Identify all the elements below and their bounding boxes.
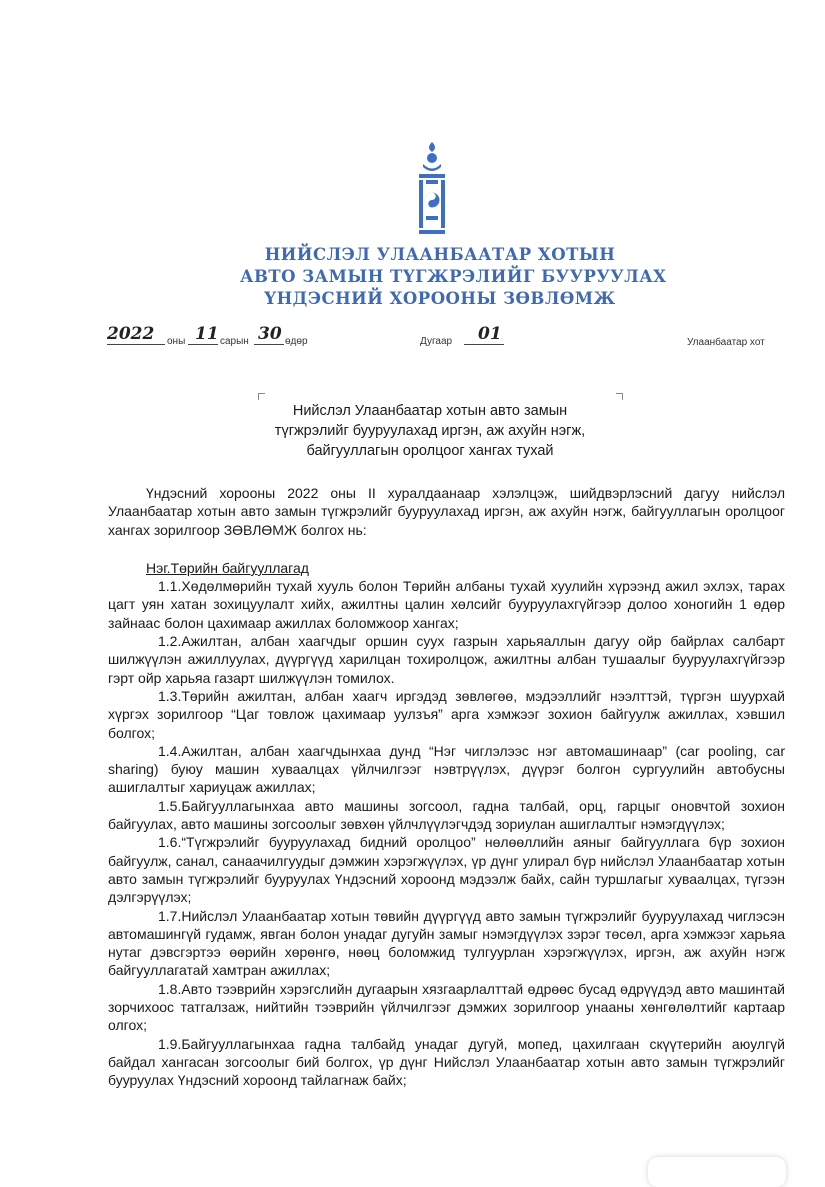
section-title: Нэг.Төрийн байгууллагад (146, 559, 309, 576)
organization-name (240, 244, 667, 310)
org-line-2: АВТО ЗАМЫН ТҮГЖРЭЛИЙГ БУУРУУЛАХ (240, 267, 667, 286)
subject-line-2: түгжрэлийг бууруулахад иргэн, аж ахуйн нэгж, (274, 423, 586, 439)
subject-corner-left (258, 393, 265, 400)
recommendation-item: 1.8.Авто тээврийн хэрэгслийн дугаарын хязгаарлалттай өдрөөс бусад өдрүүдэд авто машинтай зорчихоос татгалзаж, нийтийн тээврийн үйлчилгээг дэмжих зорилгоор унааны хөнгөлөлтийг картаар олгох; (108, 980, 785, 1034)
soyombo-emblem-icon (413, 140, 451, 240)
date-day: 30 (258, 324, 282, 344)
document-number: 01 (478, 324, 502, 344)
subject-corner-right (616, 393, 623, 400)
year-label: оны (167, 336, 186, 347)
subject-line-1: Нийслэл Улаанбаатар хотын авто замын (292, 403, 568, 419)
date-year: 2022 (107, 324, 155, 344)
recommendation-item: 1.9.Байгууллагынхаа гадна талбайд унадаг дугуй, мопед, цахилгаан скүүтерийн аюулгүй байдал хангасан зогсоолыг бий болгох, үр дүнг Нийслэл Улаанбаатар хотын авто замын түгжрэлийг бууруулах Үндэсний хороонд тайлагнаж байх; (108, 1035, 785, 1089)
document-body (108, 484, 785, 1090)
recommendation-item: 1.3.Төрийн ажилтан, албан хаагч иргэдэд зөвлөгөө, мэдээллийг нээлттэй, түргэн шуурхай хүргэх зорилгоор “Цаг товлож цахимаар уулзъя” арга хэмжээг зохион байгуулж ажиллах, хэвшил болгох; (108, 687, 785, 741)
document-meta-row (0, 322, 825, 352)
month-label: сарын (220, 336, 249, 347)
recommendation-item: 1.6.“Түгжрэлийг бууруулахад бидний оролцоо” нөлөөллийн аяныг байгууллага бүр зохион байгуулж, санал, санаачилгуудыг дэмжин хэрэгжүүлэх, үр дүнг улирал бүр нийслэл Улаанбаатар хотын авто замын түгжрэлийг бууруулах Үндэсний хороонд мэдээлж байх, сайн туршлагыг хуваалцах, түгээн дэлгэрүүлэх; (108, 834, 785, 906)
floating-overlay-button[interactable] (648, 1157, 786, 1187)
recommendation-item: 1.2.Ажилтан, албан хаагчдыг оршин суух газрын харьяаллын дагуу ойр байрлах салбарт шилжүүлэн ажиллуулах, дүүргүүд харилцан тохиролцож, ажилтны албан тушаалыг бууруулахгүйгээр гэрт ойр харьяа газарт шилжүүлэн томилох. (108, 633, 785, 686)
org-line-3: ҮНДЭСНИЙ ХОРООНЫ ЗӨВЛӨМЖ (264, 289, 616, 308)
day-label: өдөр (285, 336, 308, 347)
subject-line-3: байгууллагын оролцоог хангах тухай (306, 443, 554, 459)
date-month: 11 (195, 324, 219, 344)
intro-paragraph: Үндэсний хорооны 2022 оны II хуралдаанаар хэлэлцэж, шийдвэрлэсний дагуу нийслэл Улаанбаатар хотын авто замын түгжрэлийг бууруулахад иргэн, аж ахуйн нэгж, байгууллагын оролцоог хангах зорилгоор ЗӨВЛӨМЖ болгох нь: (108, 485, 785, 538)
recommendation-item: 1.7.Нийслэл Улаанбаатар хотын төвийн дүүргүүд авто замын түгжрэлийг бууруулахад чиглэсэн автомашингүй гудамж, явган болон унадаг дугуйн замыг нэмэгдүүлэх зэрэг төсөл, арга хэмжээг харьяа нутаг дэвсгэртээ өөрийн хөрөнгө, нөөц боломжид тулгуурлан хэрэгжүүлэх, иргэн, аж ахуйн нэгж байгууллагатай хамтран ажиллах; (108, 907, 785, 979)
recommendation-item: 1.5.Байгууллагынхаа авто машины зогсоол, гадна талбай, орц, гарцыг оновчтой зохион байгуулах, авто машины зогсоолыг зөвхөн үйлчлүүлэгчдэд зориулан ашиглалтыг нэмэгдүүлэх; (108, 797, 785, 833)
place-name: Улаанбаатар хот (687, 337, 765, 348)
recommendation-item: 1.1.Хөдөлмөрийн тухай хууль болон Төрийн албаны тухай хуулийн хүрээнд ажил эхлэх, тарах цагт уян хатан зохицуулалт хийх, ажилтны цалин хөлсийг бууруулахгүйгээр долоо хоногийн 1 өдөр зайнаас болон цахимаар ажиллах боломжоор хангах; (108, 578, 785, 631)
document-subject (230, 401, 630, 461)
year-underline (107, 344, 165, 345)
month-underline (188, 344, 218, 345)
recommendation-item: 1.4.Ажилтан, албан хаагчдынхаа дунд “Нэг чиглэлээс нэг автомашинаар” (car pooling, car sharing) буюу машин хуваалцах үйлчилгээг нэвтрүүлэх, дүүрэг болгон сургуулийн автобусны ашиглалтыг хариуцаж ажиллах; (108, 742, 785, 796)
number-label: Дугаар (420, 336, 453, 347)
org-line-1: НИЙСЛЭЛ УЛААНБААТАР ХОТЫН (264, 245, 616, 264)
day-underline (254, 344, 284, 345)
number-underline (464, 344, 504, 345)
